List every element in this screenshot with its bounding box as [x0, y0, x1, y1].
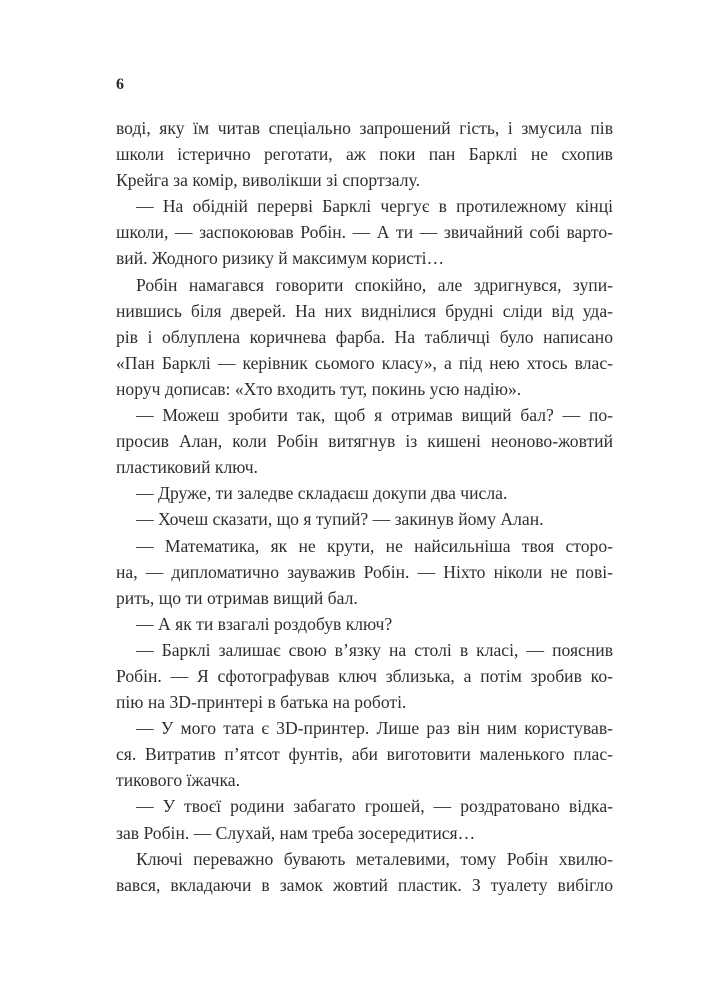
text-line: нившись біля дверей. На них виднілися брудні сліди від уда-	[116, 300, 613, 321]
text-line: — У твоєї родини забагато грошей, — роздратовано відка-	[136, 796, 613, 817]
page-number: 6	[116, 76, 124, 93]
text-line: вий. Жодного ризику й максимум користі…	[116, 248, 445, 269]
text-line: Крейга за комір, виволікши зі спортзалу.	[116, 170, 420, 191]
text-line: — У мого тата є 3D-принтер. Лише раз він ним користував-	[136, 718, 613, 739]
body-text	[116, 115, 613, 898]
text-line: воді, яку їм читав спеціально запрошений гість, і змусила пів	[116, 118, 613, 138]
text-line: просив Алан, коли Робін витягнув із кишені неоново-жовтий	[116, 431, 613, 452]
text-line: школи істерично реготати, аж поки пан Барклі не схопив	[116, 144, 613, 165]
text-line: норуч дописав: «Хто входить тут, покинь усю надію».	[116, 378, 522, 399]
text-line: — Математика, як не крути, не найсильніша твоя сторо-	[136, 535, 613, 556]
text-line: — А як ти взагалі роздобув ключ?	[136, 613, 393, 634]
text-line: тикового їжачка.	[116, 770, 240, 791]
text-line: — Барклі залишає свою в’язку на столі в класі, — пояснив	[136, 639, 613, 660]
text-line: Робін намагався говорити спокійно, але здригнувся, зупи-	[136, 274, 613, 295]
text-line: — Друже, ти заледве складаєш докупи два числа.	[136, 483, 508, 504]
text-line: — Хочеш сказати, що я тупий? — закинув йому Алан.	[136, 509, 544, 530]
text-line: «Пан Барклі — керівник сьомого класу», а під нею хтось влас-	[116, 352, 613, 373]
text-line: рів і облуплена коричнева фарба. На табличці було написано	[116, 326, 613, 347]
text-line: Ключі переважно бувають металевими, тому Робін хвилю-	[136, 848, 613, 869]
text-line: рить, що ти отримав вищий бал.	[116, 587, 358, 608]
text-line: на, — дипломатично зауважив Робін. — Ніхто ніколи не пові-	[116, 561, 613, 582]
text-line: — На обідній перерві Барклі чергує в протилежному кінці	[136, 196, 613, 217]
text-line: пію на 3D-принтері в батька на роботі.	[116, 692, 407, 713]
text-line: — Можеш зробити так, щоб я отримав вищий бал? — по-	[136, 405, 613, 426]
text-line: вався, вкладаючи в замок жовтий пластик. З туалету вибігло	[116, 874, 613, 895]
text-line: школи, — заспокоював Робін. — А ти — звичайний собі варто-	[116, 222, 613, 243]
text-line: пластиковий ключ.	[116, 457, 258, 478]
text-line: ся. Витратив п’ятсот фунтів, аби виготовити маленького плас-	[116, 744, 613, 765]
text-line: зав Робін. — Слухай, нам треба зосередитися…	[116, 822, 476, 843]
text-line: Робін. — Я сфотографував ключ зблизька, а потім зробив ко-	[116, 665, 613, 686]
